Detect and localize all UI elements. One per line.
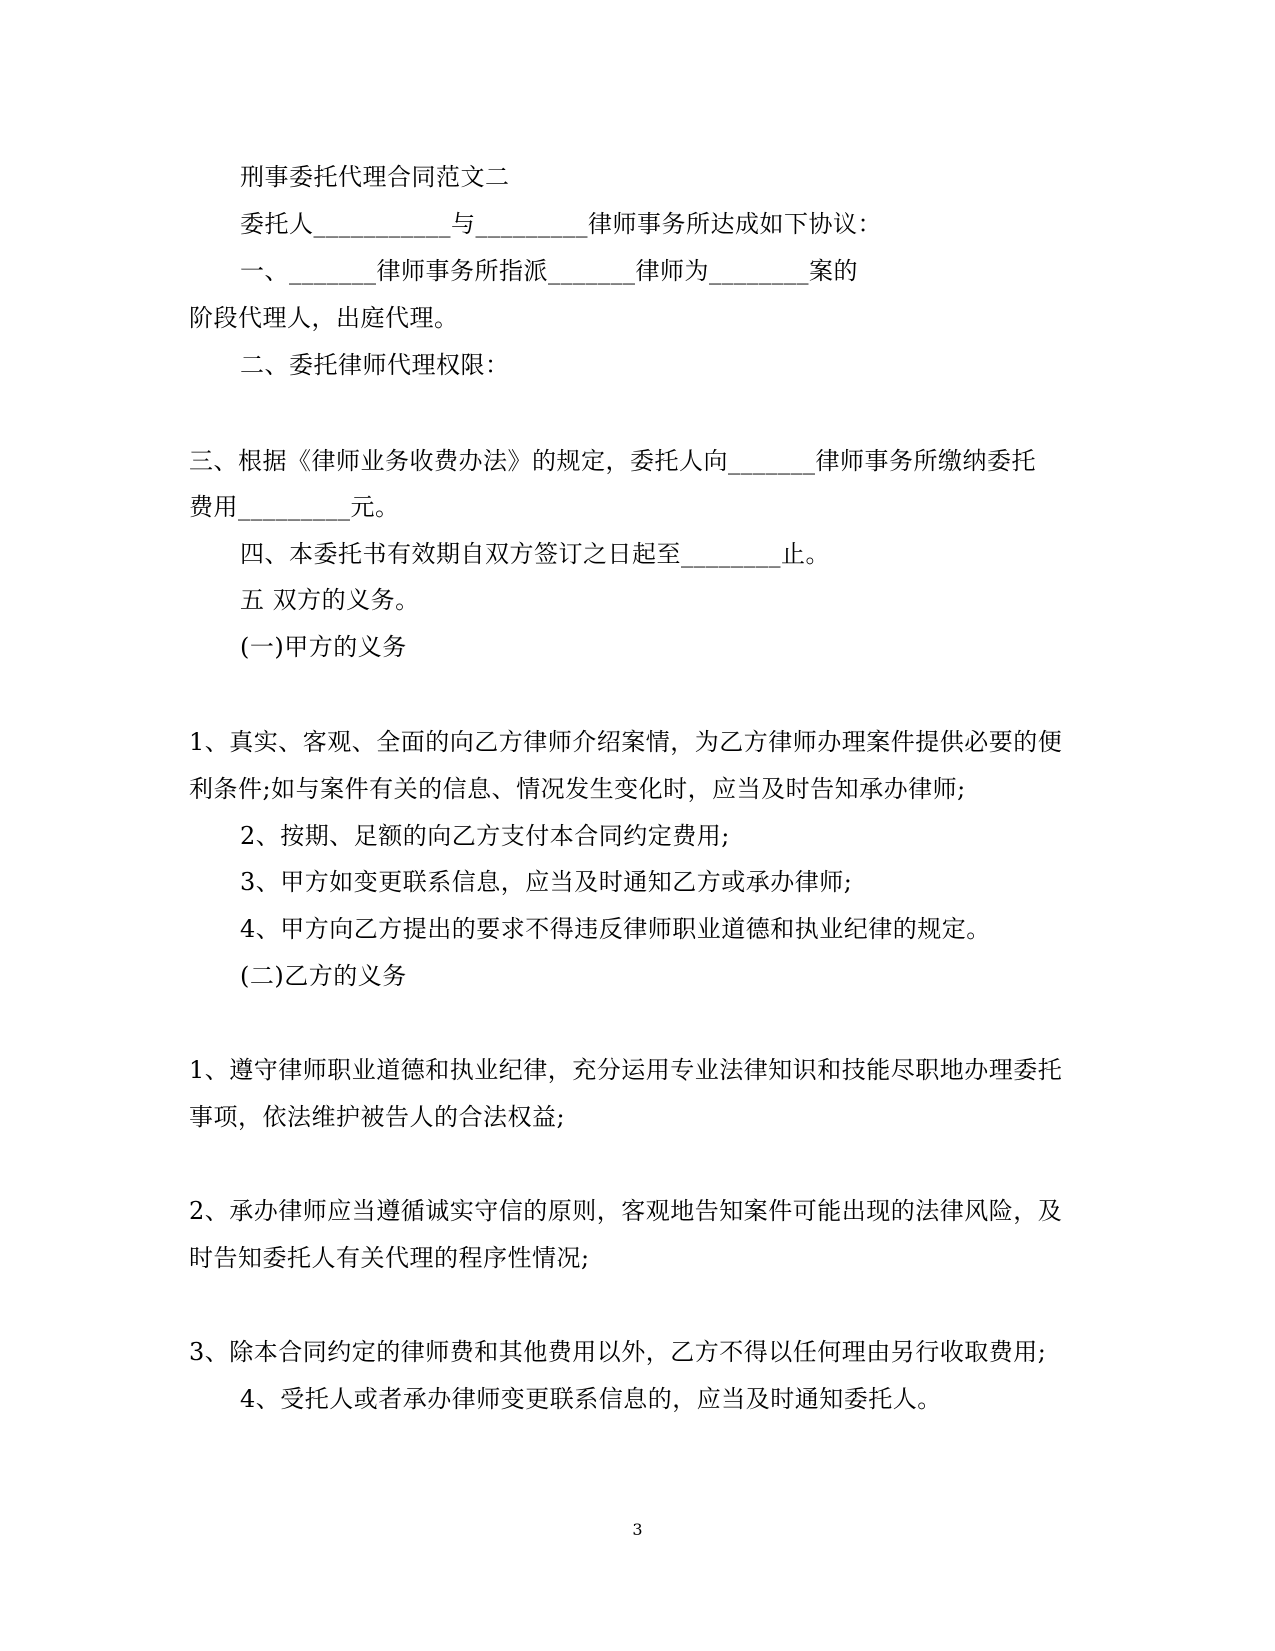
paragraph-line: 费用_________元。 xyxy=(189,493,400,521)
section-heading: 五 双方的义务。 xyxy=(240,586,420,614)
paragraph-line: 四、本委托书有效期自双方签订之日起至________止。 xyxy=(240,540,830,568)
paragraph-line: 2、承办律师应当遵循诚实守信的原则，客观地告知案件可能出现的法律风险，及 xyxy=(189,1197,1063,1225)
paragraph-line: 利条件;如与案件有关的信息、情况发生变化时，应当及时告知承办律师; xyxy=(189,775,966,803)
paragraph-line: 时告知委托人有关代理的程序性情况; xyxy=(189,1244,590,1272)
paragraph-line: 1、真实、客观、全面的向乙方律师介绍案情，为乙方律师办理案件提供必要的便 xyxy=(189,728,1063,756)
paragraph-line: 三、根据《律师业务收费办法》的规定，委托人向_______律师事务所缴纳委托 xyxy=(189,447,1036,475)
paragraph-line: 3、除本合同约定的律师费和其他费用以外，乙方不得以任何理由另行收取费用; xyxy=(189,1338,1047,1366)
subsection-heading: (一)甲方的义务 xyxy=(240,633,407,661)
paragraph-line: 4、甲方向乙方提出的要求不得违反律师职业道德和执业纪律的规定。 xyxy=(240,915,991,943)
page-number: 3 xyxy=(632,1520,643,1539)
paragraph-line: 事项，依法维护被告人的合法权益; xyxy=(189,1103,566,1131)
paragraph-line: 二、委托律师代理权限： xyxy=(240,351,510,379)
paragraph-line: 4、受托人或者承办律师变更联系信息的，应当及时通知委托人。 xyxy=(240,1385,942,1413)
document-title: 刑事委托代理合同范文二 xyxy=(240,163,510,191)
paragraph-line: 1、遵守律师职业道德和执业纪律，充分运用专业法律知识和技能尽职地办理委托 xyxy=(189,1056,1063,1084)
paragraph-line: 一、_______律师事务所指派_______律师为________案的 xyxy=(240,257,858,285)
subsection-heading: (二)乙方的义务 xyxy=(240,962,407,990)
paragraph-line: 阶段代理人，出庭代理。 xyxy=(189,304,459,332)
paragraph-line: 3、甲方如变更联系信息，应当及时通知乙方或承办律师; xyxy=(240,868,853,896)
paragraph-line: 委托人___________与_________律师事务所达成如下协议： xyxy=(240,210,882,238)
paragraph-line: 2、按期、足额的向乙方支付本合同约定费用; xyxy=(240,822,730,850)
